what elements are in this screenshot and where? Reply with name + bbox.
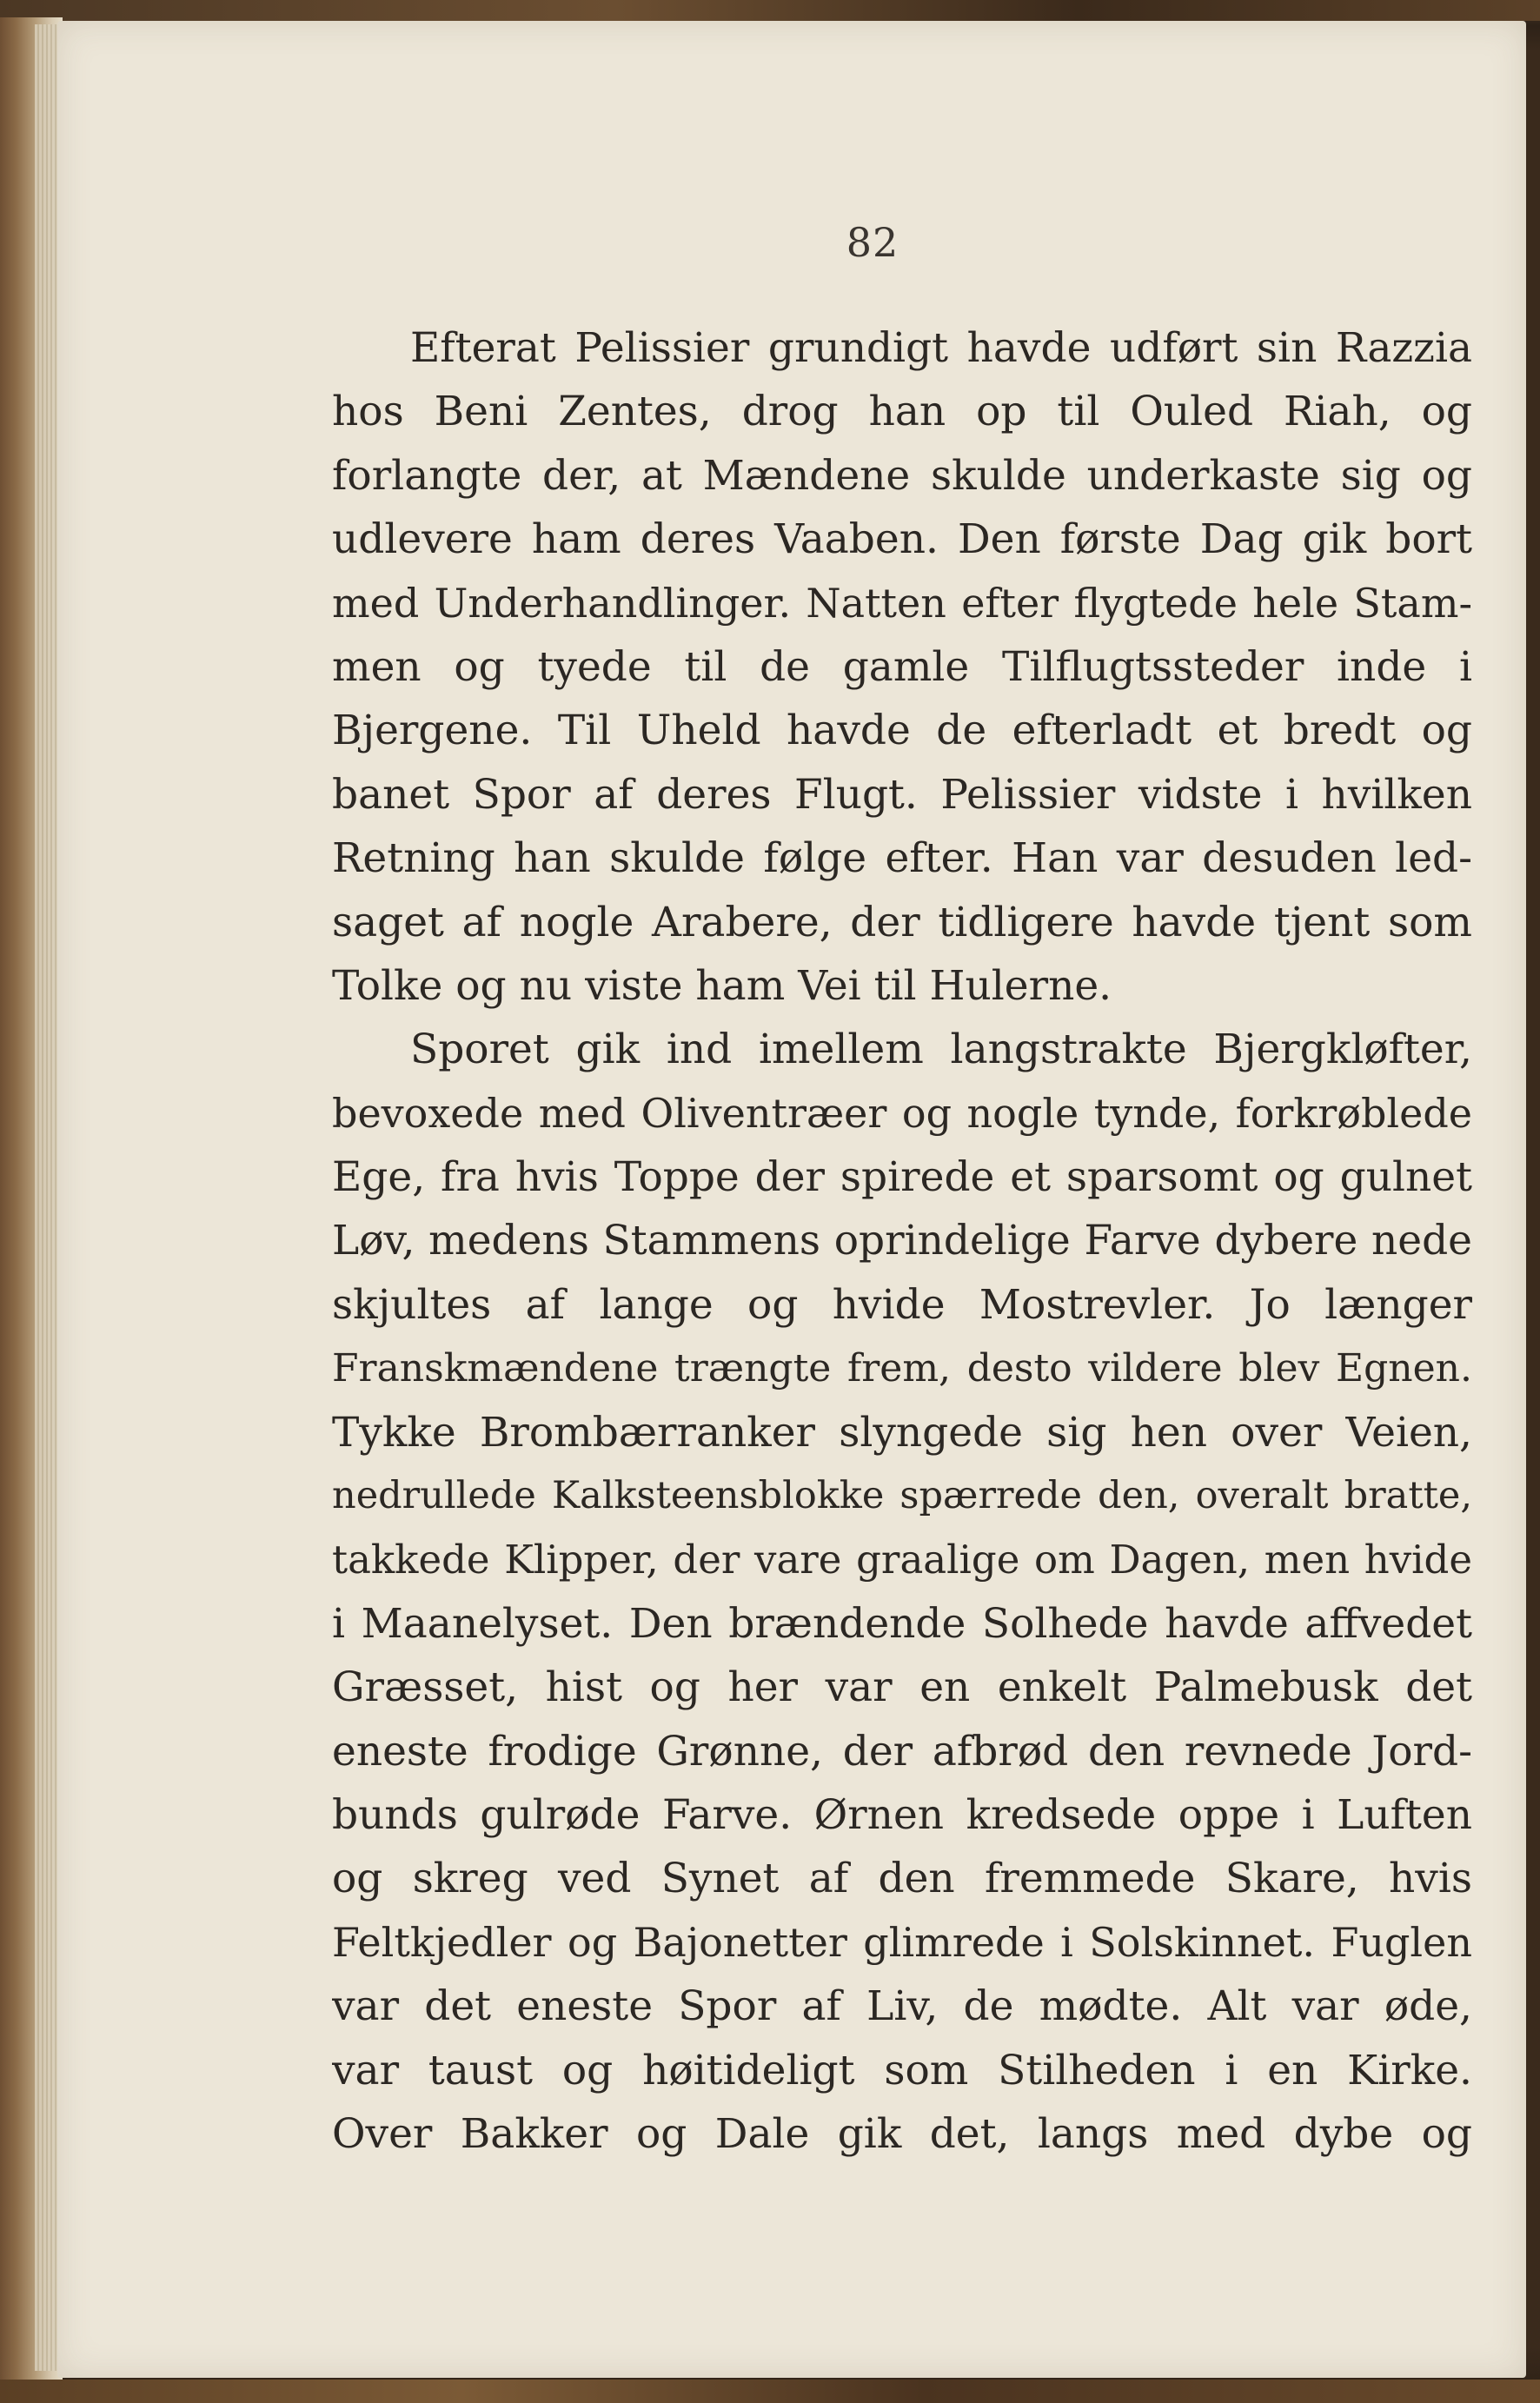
text-line: hos Beni Zentes, drog han op til Ouled Riah, og xyxy=(332,388,1472,436)
text-line: Franskmændene trængte frem, desto vildere blev Egnen. xyxy=(332,1346,1472,1391)
text-line: Sporet gik ind imellem langstrakte Bjergkløfter, xyxy=(410,1026,1472,1074)
page-number: 82 xyxy=(846,219,899,266)
text-line: og skreg ved Synet af den fremmede Skare, hvis xyxy=(332,1855,1472,1903)
text-line: forlangte der, at Mændene skulde underkaste sig og xyxy=(332,451,1472,500)
text-line: Bjergene. Til Uheld havde de efterladt et bredt og xyxy=(332,707,1472,755)
text-line: Over Bakker og Dale gik det, langs med dybe og xyxy=(332,2109,1472,2158)
text-line: takkede Klipper, der vare graalige om Dagen, men hvide xyxy=(332,1537,1472,1583)
text-line: bevoxede med Oliventræer og nogle tynde, forkrøblede xyxy=(332,1089,1472,1137)
text-line: Tolke og nu viste ham Vei til Hulerne. xyxy=(332,961,1112,1010)
text-line: Løv, medens Stammens oprindelige Farve dybere nede xyxy=(332,1217,1472,1265)
text-line: udlevere ham deres Vaaben. Den første Dag gik bort xyxy=(332,515,1472,564)
text-line: nedrullede Kalksteensblokke spærrede den, overalt bratte, xyxy=(332,1474,1472,1518)
text-line: banet Spor af deres Flugt. Pelissier vidste i hvilken xyxy=(332,770,1472,819)
text-line: eneste frodige Grønne, der afbrød den revnede Jord- xyxy=(332,1727,1472,1776)
book-top-edge xyxy=(0,0,1540,21)
text-line: i Maanelyset. Den brændende Solhede havde affvedet xyxy=(332,1599,1472,1648)
text-line: Tykke Brombærranker slyngede sig hen over Veien, xyxy=(332,1408,1472,1457)
text-line: med Underhandlinger. Natten efter flygtede hele Stam- xyxy=(332,579,1472,627)
text-line: var det eneste Spor af Liv, de mødte. Alt var øde, xyxy=(332,1982,1472,2031)
text-line: Feltkjedler og Bajonetter glimrede i Solskinnet. Fuglen xyxy=(332,1918,1472,1966)
book-page xyxy=(57,21,1526,2378)
text-line: Retning han skulde følge efter. Han var desuden led- xyxy=(332,834,1472,883)
text-line: Græsset, hist og her var en enkelt Palmebusk det xyxy=(332,1663,1472,1712)
page-body xyxy=(332,316,1472,2166)
text-line: skjultes af lange og hvide Mostrevler. Jo længer xyxy=(332,1280,1472,1329)
text-line: bunds gulrøde Farve. Ørnen kredsede oppe i Luften xyxy=(332,1790,1472,1839)
text-line: saget af nogle Arabere, der tidligere havde tjent som xyxy=(332,898,1472,946)
text-line: Efterat Pelissier grundigt havde udført sin Razzia xyxy=(410,324,1472,372)
book-bottom-edge xyxy=(0,2380,1540,2403)
text-line: men og tyede til de gamle Tilflugtssteder inde i xyxy=(332,642,1472,691)
text-line: Ege, fra hvis Toppe der spirede et sparsomt og gulnet xyxy=(332,1153,1472,1202)
text-line: var taust og høitideligt som Stilheden i en Kirke. xyxy=(332,2046,1472,2094)
